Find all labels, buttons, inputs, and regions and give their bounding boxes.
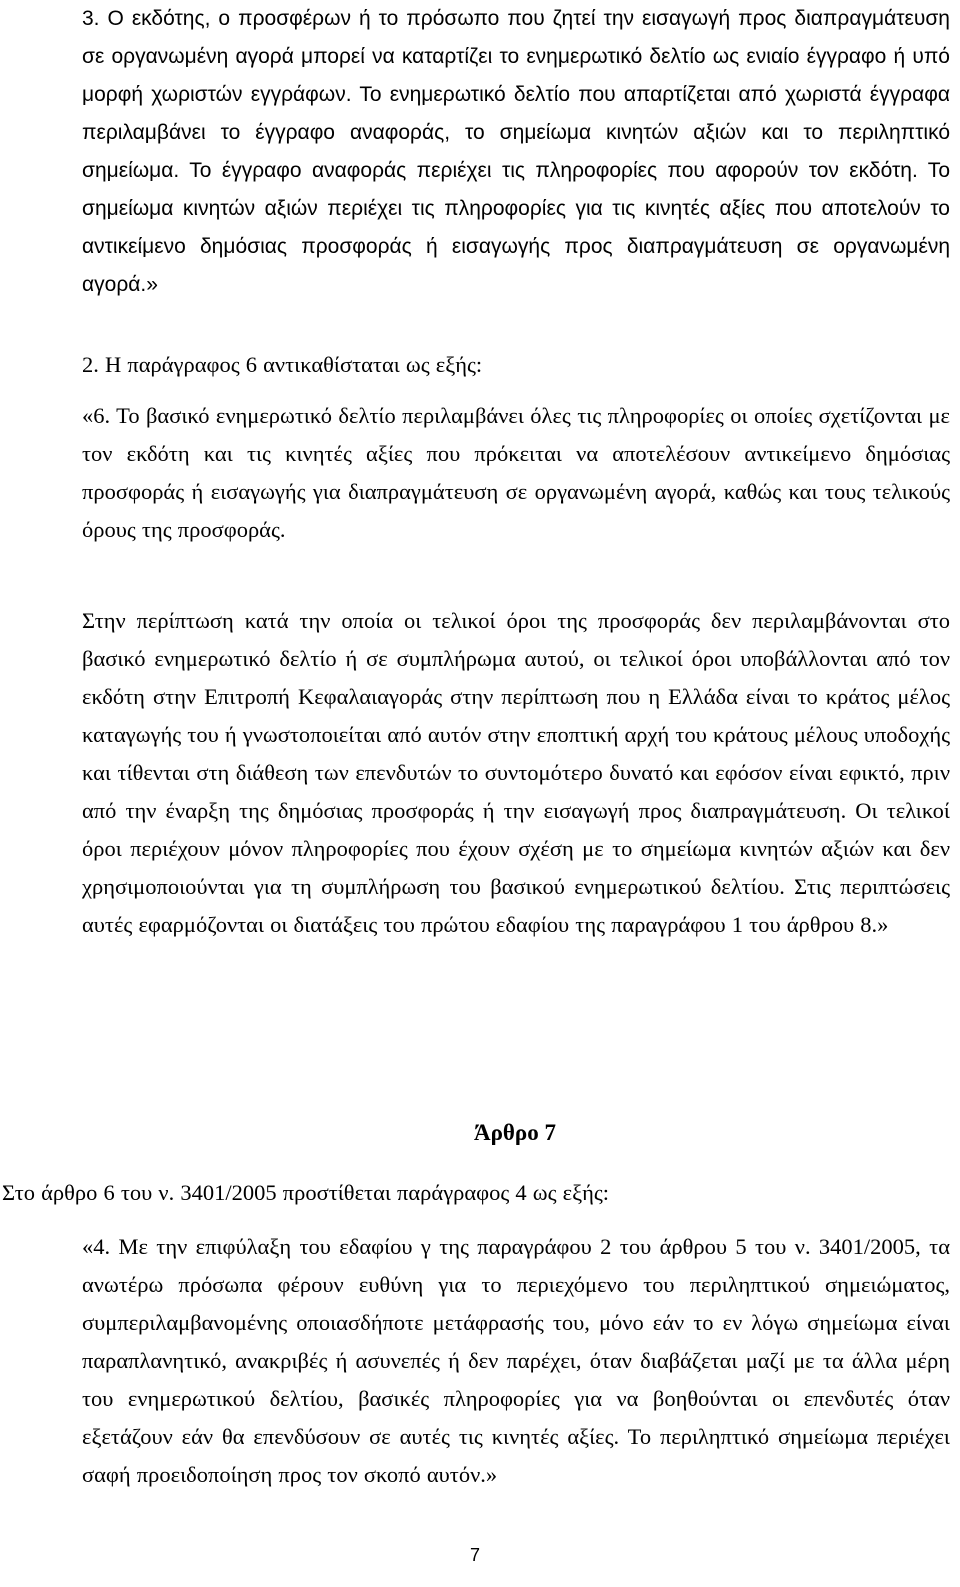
paragraph-6: «6. Το βασικό ενημερωτικό δελτίο περιλαμβάνει όλες τις πληροφορίες οι οποίες σχετίζονται με τον εκδότη και τις κινητές αξίες που πρόκειται να αποτελέσουν αντικείμενο δημόσιας προσφοράς ή εισαγωγής για διαπραγμάτευση σε οργανωμένη αγορά, καθώς και τους τελικούς όρους της προσφοράς.	[82, 403, 950, 542]
article-intro: Στο άρθρο 6 του ν. 3401/2005 προστίθεται παράγραφος 4 ως εξής:	[2, 1180, 610, 1205]
paragraph-final-terms: Στην περίπτωση κατά την οποία οι τελικοί όροι της προσφοράς δεν περιλαμβάνονται στο βασικό ενημερωτικό δελτίο ή σε συμπλήρωμα αυτού, οι τελικοί όροι υποβάλλονται από τον εκδότη στην Επιτροπή Κεφαλαιαγοράς στην περίπτωση που η Ελλάδα είναι το κράτος μέλος καταγωγής του ή γνωστοποιείται από αυτόν στην εποπτική αρχή του κράτους μέλους υποδοχής και τίθενται στη διάθεση των επενδυτών το συντομότερο δυνατό και εφόσον είναι εφικτό, πριν από την έναρξη της δημόσιας προσφοράς ή την εισαγωγή προς διαπραγμάτευση. Οι τελικοί όροι περιέχουν μόνον πληροφορίες που έχουν σχέση με το σημείωμα κινητών αξιών και δεν χρησιμοποιούνται για τη συμπλήρωση του βασικού ενημερωτικού δελτίου. Στις περιπτώσεις αυτές εφαρμόζονται οι διατάξεις του πρώτου εδαφίου της παραγράφου 1 του άρθρου 8.»	[82, 608, 950, 937]
paragraph-2-intro: 2. Η παράγραφος 6 αντικαθίσταται ως εξής:	[82, 352, 483, 377]
article-heading: Άρθρο 7	[474, 1120, 556, 1145]
paragraph-4: «4. Με την επιφύλαξη του εδαφίου γ της παραγράφου 2 του άρθρου 5 του ν. 3401/2005, τα ανωτέρω πρόσωπα φέρουν ευθύνη για το περιεχόμενο του περιληπτικού σημειώματος, συμπεριλαμβανομένης οποιασδήποτε μετάφρασής του, μόνο εάν το εν λόγω σημείωμα είναι παραπλανητικό, ανακριβές ή ασυνεπές ή δεν παρέχει, όταν διαβάζεται μαζί με τα άλλα μέρη του ενημερωτικού δελτίου, βασικές πληροφορίες για να βοηθούνται οι επενδυτές όταν εξετάζουν εάν θα επενδύσουν σε αυτές τις κινητές αξίες. Το περιληπτικό σημείωμα περιέχει σαφή προειδοποίηση προς τον σκοπό αυτόν.»	[82, 1234, 950, 1487]
paragraph-3: 3. Ο εκδότης, ο προσφέρων ή το πρόσωπο που ζητεί την εισαγωγή προς διαπραγμάτευση σε οργανωμένη αγορά μπορεί να καταρτίζει το ενημερωτικό δελτίο ως ενιαίο έγγραφο ή υπό μορφή χωριστών εγγράφων. Το ενημερωτικό δελτίο που απαρτίζεται από χωριστά έγγραφα περιλαμβάνει το έγγραφο αναφοράς, το σημείωμα κινητών αξιών και το περιληπτικό σημείωμα. Το έγγραφο αναφοράς περιέχει τις πληροφορίες που αφορούν τον εκδότη. Το σημείωμα κινητών αξιών περιέχει τις πληροφορίες για τις κινητές αξίες που αποτελούν το αντικείμενο δημόσιας προσφοράς ή εισαγωγής προς διαπραγμάτευση σε οργανωμένη αγορά.»	[82, 7, 950, 296]
page-number: 7	[469, 1545, 480, 1565]
